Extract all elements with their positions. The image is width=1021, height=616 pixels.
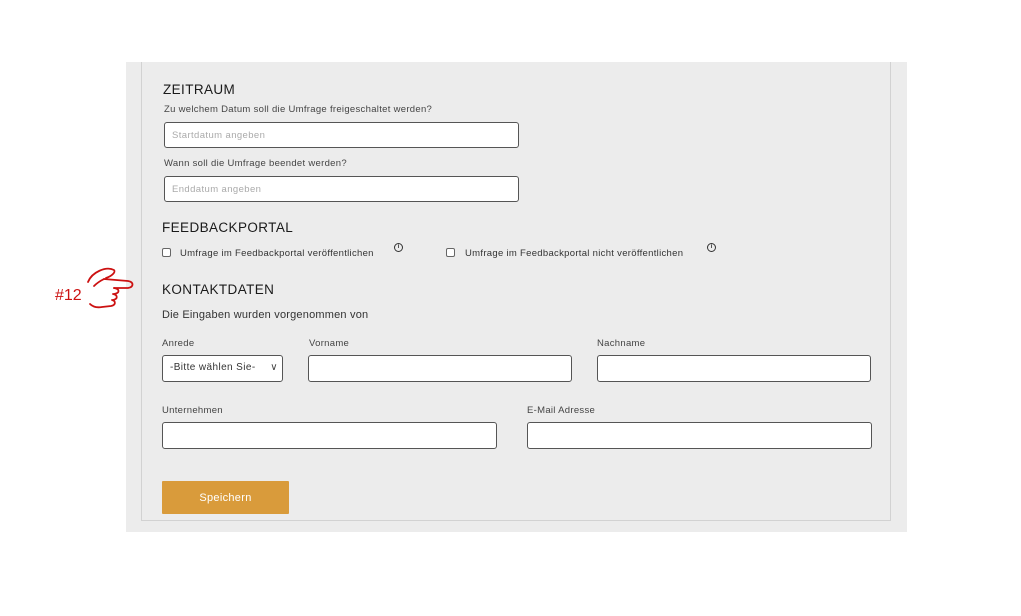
publish-checkbox[interactable] (162, 248, 171, 257)
unternehmen-label: Unternehmen (162, 405, 223, 416)
unternehmen-input[interactable] (162, 422, 497, 449)
chevron-down-icon: ∨ (270, 362, 278, 373)
start-date-question: Zu welchem Datum soll die Umfrage freigeschaltet werden? (164, 104, 433, 115)
email-input[interactable] (527, 422, 872, 449)
nachname-label: Nachname (597, 338, 646, 349)
not-publish-info-icon[interactable]: i (707, 243, 716, 252)
section-title-kontaktdaten: KONTAKTDATEN (162, 282, 275, 297)
end-date-question: Wann soll die Umfrage beendet werden? (164, 158, 347, 169)
anrede-select[interactable] (162, 355, 283, 382)
section-title-feedbackportal: FEEDBACKPORTAL (162, 220, 294, 235)
start-date-input[interactable] (164, 122, 519, 148)
publish-info-icon[interactable]: i (394, 243, 403, 252)
anrede-label: Anrede (162, 338, 195, 349)
not-publish-checkbox-label[interactable]: Umfrage im Feedbackportal nicht veröffentlichen (465, 248, 684, 259)
section-title-zeitraum: ZEITRAUM (163, 82, 236, 97)
save-button[interactable]: Speichern (162, 481, 289, 514)
pointing-hand-icon (82, 264, 136, 316)
publish-checkbox-label[interactable]: Umfrage im Feedbackportal veröffentlichen (180, 248, 374, 259)
not-publish-checkbox[interactable] (446, 248, 455, 257)
kontaktdaten-subtitle: Die Eingaben wurden vorgenommen von (162, 309, 369, 321)
email-label: E-Mail Adresse (527, 405, 596, 416)
annotation-label: #12 (55, 287, 82, 304)
nachname-input[interactable] (597, 355, 871, 382)
anrede-selected-value: -Bitte wählen Sie- (170, 362, 256, 373)
end-date-input[interactable] (164, 176, 519, 202)
vorname-input[interactable] (308, 355, 572, 382)
vorname-label: Vorname (309, 338, 350, 349)
